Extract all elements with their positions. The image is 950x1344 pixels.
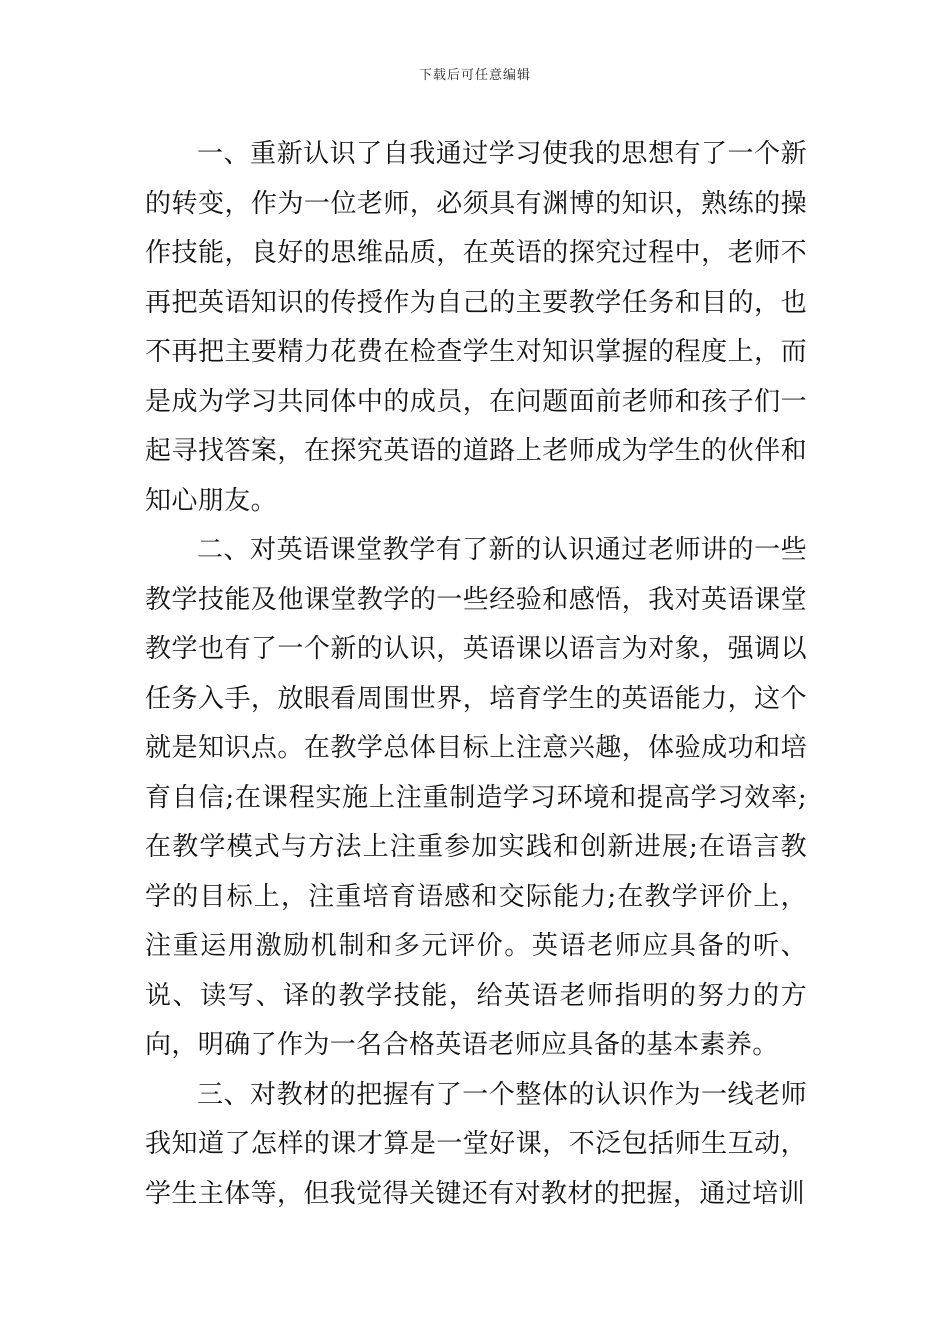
page-header: 下载后可任意编辑: [418, 68, 531, 83]
paragraph-3: 三、对教材的把握有了一个整体的认识作为一线老师我知道了怎样的课才算是一堂好课，不泛包括师生互动，学生主体等，但我觉得关键还有对教材的把握，通过培训: [145, 1079, 807, 1209]
document-body: [145, 130, 807, 1219]
paragraph-1: 一、重新认识了自我通过学习使我的思想有了一个新的转变，作为一位老师，必须具有渊博的知识，熟练的操作技能，良好的思维品质，在英语的探究过程中，老师不再把英语知识的传授作为自己的主要教学任务和目的，也不再把主要精力花费在检查学生对知识掌握的程度上，而是成为学习共同体中的成员，在问题面前老师和孩子们一起寻找答案，在探究英语的道路上老师成为学生的伙伴和知心朋友。: [145, 139, 807, 516]
paragraph-2: 二、对英语课堂教学有了新的认识通过老师讲的一些教学技能及他课堂教学的一些经验和感悟，我对英语课堂教学也有了一个新的认识，英语课以语言为对象，强调以任务入手，放眼看周围世界，培育学生的英语能力，这个就是知识点。在教学总体目标上注意兴趣，体验成功和培育自信;在课程实施上注重制造学习环境和提高学习效率;在教学模式与方法上注重参加实践和创新进展;在语言教学的目标上，注重培育语感和交际能力;在教学评价上，注重运用激励机制和多元评价。英语老师应具备的听、说、读写、译的教学技能，给英语老师指明的努力的方向，明确了作为一名合格英语老师应具备的基本素养。: [145, 535, 807, 1060]
